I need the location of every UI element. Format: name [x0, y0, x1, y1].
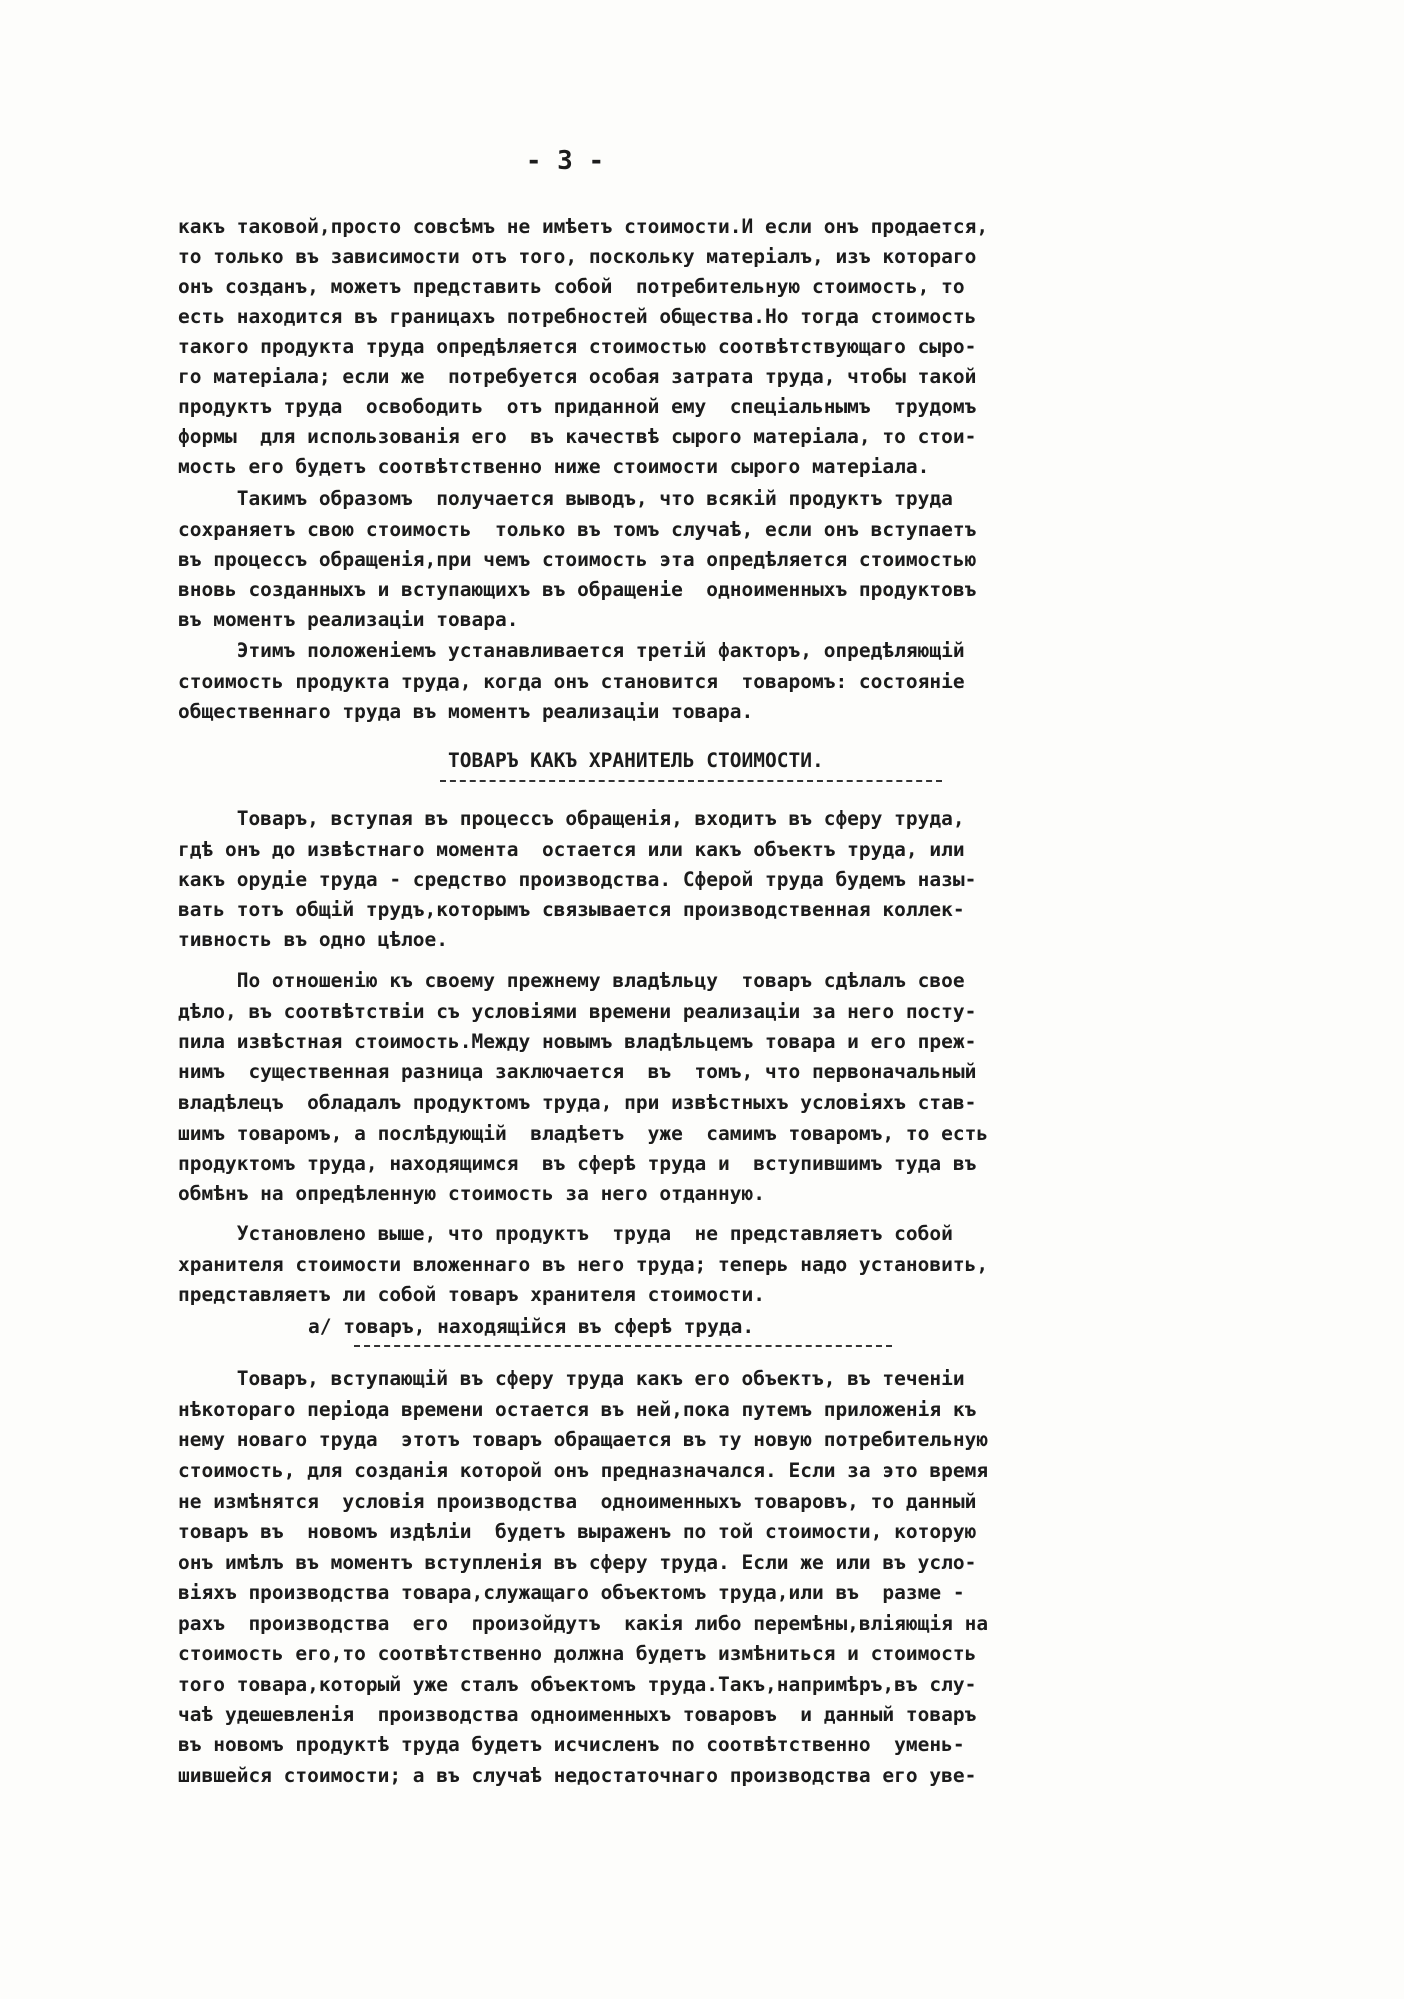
text-line: Установлено выше, что продуктъ труда не представляетъ собой [178, 1222, 953, 1245]
text-line: владѣлецъ обладалъ продуктомъ труда, при извѣстныхъ условіяхъ став- [178, 1091, 977, 1114]
subtitle-underline [354, 1345, 892, 1347]
subsection-title: а/ товаръ, находящійся въ сферѣ труда. [308, 1315, 755, 1338]
text-line: чаѣ удешевленія производства одноименныхъ товаровъ и данный товаръ [178, 1703, 977, 1726]
text-line: товаръ въ новомъ издѣліи будетъ выраженъ по той стоимости, которую [178, 1520, 977, 1543]
text-line: есть находится въ границахъ потребностей общества.Но тогда стоимость [178, 305, 977, 328]
text-line: продуктъ труда освободить отъ приданной ему спеціальнымъ трудомъ [178, 395, 977, 418]
text-line: Товаръ, вступающій въ сферу труда какъ его объектъ, въ теченіи [178, 1367, 965, 1390]
text-line: онъ созданъ, можетъ представить собой потребительную стоимость, то [178, 275, 965, 298]
text-line: стоимость его,то соотвѣтственно должна будетъ измѣниться и стоимость [178, 1642, 977, 1665]
text-line: Товаръ, вступая въ процессъ обращенія, входитъ въ сферу труда, [178, 807, 965, 830]
text-line: хранителя стоимости вложеннаго въ него труда; теперь надо установить, [178, 1253, 989, 1276]
text-line: віяхъ производства товара,служащаго объектомъ труда,или въ разме - [178, 1581, 965, 1604]
title-underline [440, 780, 942, 782]
text-line: дѣло, въ соотвѣтствіи съ условіями времени реализаціи за него посту- [178, 1000, 977, 1023]
text-line: въ процессъ обращенія,при чемъ стоимость эта опредѣляется стоимостью [178, 548, 977, 571]
text-line: тивность въ одно цѣлое. [178, 928, 449, 951]
text-line: сохраняетъ свою стоимость только въ томъ случаѣ, если онъ вступаетъ [178, 518, 977, 541]
text-line: продуктомъ труда, находящимся въ сферѣ труда и вступившимъ туда въ [178, 1152, 977, 1175]
text-line: такого продукта труда опредѣляется стоимостью соотвѣтствующаго сыро- [178, 335, 977, 358]
text-line: вать тотъ общій трудъ,которымъ связывается производственная коллек- [178, 898, 965, 921]
text-line: обмѣнъ на опредѣленную стоимость за него отданную. [178, 1182, 765, 1205]
text-line: въ моментъ реализаціи товара. [178, 608, 519, 631]
text-line: вновь созданныхъ и вступающихъ въ обращеніе одноименныхъ продуктовъ [178, 578, 977, 601]
text-line: стоимость, для созданія которой онъ предназначался. Если за это время [178, 1459, 989, 1482]
text-line: Такимъ образомъ получается выводъ, что всякій продуктъ труда [178, 487, 953, 510]
page-number: - 3 - [525, 146, 605, 176]
text-line: не измѣнятся условія производства одноименныхъ товаровъ, то данный [178, 1490, 977, 1513]
text-line: шившейся стоимости; а въ случаѣ недостаточнаго производства его уве- [178, 1764, 977, 1787]
text-line: какъ орудіе труда - средство производства. Сферой труда будемъ назы- [178, 868, 977, 891]
text-line: нимъ существенная разница заключается въ томъ, что первоначальный [178, 1060, 977, 1083]
text-line: стоимость продукта труда, когда онъ становится товаромъ: состояніе [178, 670, 965, 693]
text-line: мость его будетъ соотвѣтственно ниже стоимости сырого матеріала. [178, 455, 930, 478]
text-line: общественнаго труда въ моментъ реализаціи товара. [178, 700, 754, 723]
text-line: представляетъ ли собой товаръ хранителя стоимости. [178, 1283, 765, 1306]
text-line: онъ имѣлъ въ моментъ вступленія въ сферу труда. Если же или въ усло- [178, 1551, 977, 1574]
text-line: въ новомъ продуктѣ труда будетъ исчисленъ по соотвѣтственно умень- [178, 1733, 965, 1756]
text-line: Этимъ положеніемъ устанавливается третій факторъ, опредѣляющій [178, 639, 965, 662]
text-line: того товара,который уже сталъ объектомъ труда.Такъ,напримѣръ,въ слу- [178, 1673, 977, 1696]
text-line: нѣкотораго періода времени остается въ ней,пока путемъ приложенія къ [178, 1398, 977, 1421]
text-line: какъ таковой,просто совсѣмъ не имѣетъ стоимости.И если онъ продается, [178, 215, 989, 238]
text-line: По отношенію къ своему прежнему владѣльцу товаръ сдѣлалъ свое [178, 969, 965, 992]
text-line: то только въ зависимости отъ того, поскольку матеріалъ, изъ котораго [178, 245, 977, 268]
text-line: го матеріала; если же потребуется особая затрата труда, чтобы такой [178, 365, 977, 388]
text-line: формы для использованія его въ качествѣ сырого матеріала, то стои- [178, 425, 977, 448]
text-line: пила извѣстная стоимость.Между новымъ владѣльцемъ товара и его преж- [178, 1030, 977, 1053]
text-line: нему новаго труда этотъ товаръ обращается въ ту новую потребительную [178, 1428, 989, 1451]
section-title: ТОВАРЪ КАКЪ ХРАНИТЕЛЬ СТОИМОСТИ. [448, 749, 824, 772]
text-line: шимъ товаромъ, а послѣдующій владѣетъ уже самимъ товаромъ, то есть [178, 1122, 989, 1145]
text-line: рахъ производства его произойдутъ какія либо перемѣны,вліяющія на [178, 1612, 989, 1635]
text-line: гдѣ онъ до извѣстнаго момента остается или какъ объектъ труда, или [178, 838, 965, 861]
